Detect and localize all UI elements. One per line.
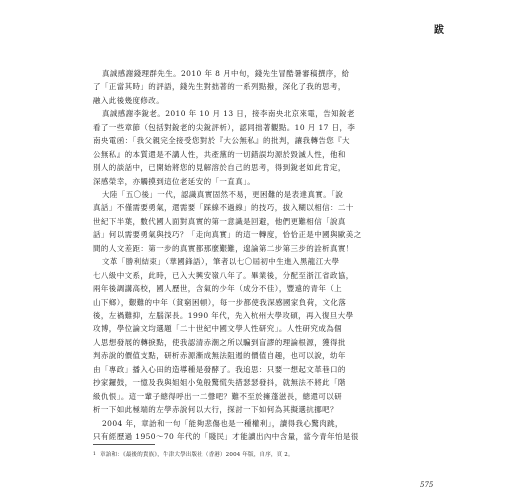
text-line: 後，左禍難抑，左腦深長。1990 年代，先入杭州大學攻碩，再入復旦大學 [93,311,354,320]
footnote-mark: 1 [93,452,97,457]
text-line: 間的人文差距：第一步的真實都那麼艱難，遑論第二步第三步的詮析真實！ [93,243,354,253]
text-line: 話」何以需要勇氣與技巧？「走向真實」的這一轉度，恰恰正是中國與歐美之 [93,230,362,240]
text-line: 真誠感謝李銳老。2010 年 10 月 13 日，接李南央北京來電，告知銳老 [102,109,355,119]
footnote [93,451,294,459]
text-line: 別人的談話中，已開始將您的見解溶於自己的思考，得到銳老如此肯定， [93,163,346,173]
text-line: 真話」不僅需要勇氣，還需要「踩線不過線」的技巧，拔入糊以相信：二十 [93,203,354,213]
text-line: 析一下如此極端的左學赤說何以大行，探討一下如何為其擬選抗挪吧？ [93,405,338,415]
footnote-text: 章詒和：《最後的貴族》，牛津大學出版社（香港）2004 年版，自序，頁 2。 [100,452,294,458]
text-line: 深感榮幸，亦觸摸到這位老延安的「一直真」。 [93,176,256,186]
text-line: 由「專政」播入心田的造導種是發酵了。我追思：只要一想起文革巷口的 [93,364,346,374]
text-line: 2004 年，章詒和一句「能夠悲傷也是一種權利」，讀得我心驚肉跳， [102,418,343,428]
text-line: 級仇恨」。這一輩子總得呼出一二聲吧？難不至於擁蓬滋長，總還可以研 [93,391,343,401]
text-line: 山下鄉），艱難的中年（貧窮困頓），每一步都使我深感國家負荷，文化落 [93,297,347,307]
footnote-rule [93,444,155,445]
text-line: 攻博，學位論文均選題「二十世紀中國文學人性研究」。人性研究成為個 [93,324,343,334]
text-line: 真誠感謝錢理群先生。2010 年 8 月中旬，錢先生冒酷暑審稿撰序，給 [102,69,350,78]
text-line: 七八級中文系，此時，已入大興安嶺八年了。畢業後，分配至浙江省政協， [93,270,354,280]
page-number: 575 [420,481,434,489]
text-line: 判赤說的價值支點，研析赤源漸成無法阻遏的價值自趣，也可以說，幼年 [93,351,346,361]
text-line: 人思想發展的轉捩點，使我認清赤潮之所以騙到盲謬的理論根源，獲得批 [93,337,346,347]
text-line: 公無私』的本質還是不講人性，共產黨的一切錯誤均源於毀滅人性，他和 [93,149,346,159]
text-line: 抄家鑼鼓，一憶及我與姐姐小兔般驚慌失措瑟瑟發抖，就無法不將此「階 [93,378,346,388]
text-line: 只有經歷過 1950～70 年代的「賤民」才能讀出內中含量，當今青年怕是很 [93,432,359,441]
text-line: 融入此後幾度修改。 [93,95,165,105]
running-head: 跋 [434,25,444,36]
text-line: 了「正當其時」的評語，錢先生對拙著的一系列點撥，深化了我的思考， [93,82,346,92]
text-line: 看了一些章節（包括對銳老的尖銳評析），認同拙著觀點。10 月 17 日，李 [93,122,356,132]
text-line: 兩年後調講高校，國人歷世，含氣的少年（成分不佳），豐遠的青年（上 [93,284,343,294]
text-line: 大陸「五〇後」一代，認識真實固然不易，更困難的是表達真實。「說 [102,190,344,199]
text-line: 世紀下半葉，數代國人面對真實的第一意識是回避，他們更難相信「說真 [93,216,346,226]
text-line: 文革「勝利結束」（華國鋒語），筆者以七〇屆初中生進入黑龍江大學 [102,257,340,267]
text-line: 南央電函：「我父親完全接受您對於『大公無私』的批判，讓我轉告您『大 [93,136,350,146]
